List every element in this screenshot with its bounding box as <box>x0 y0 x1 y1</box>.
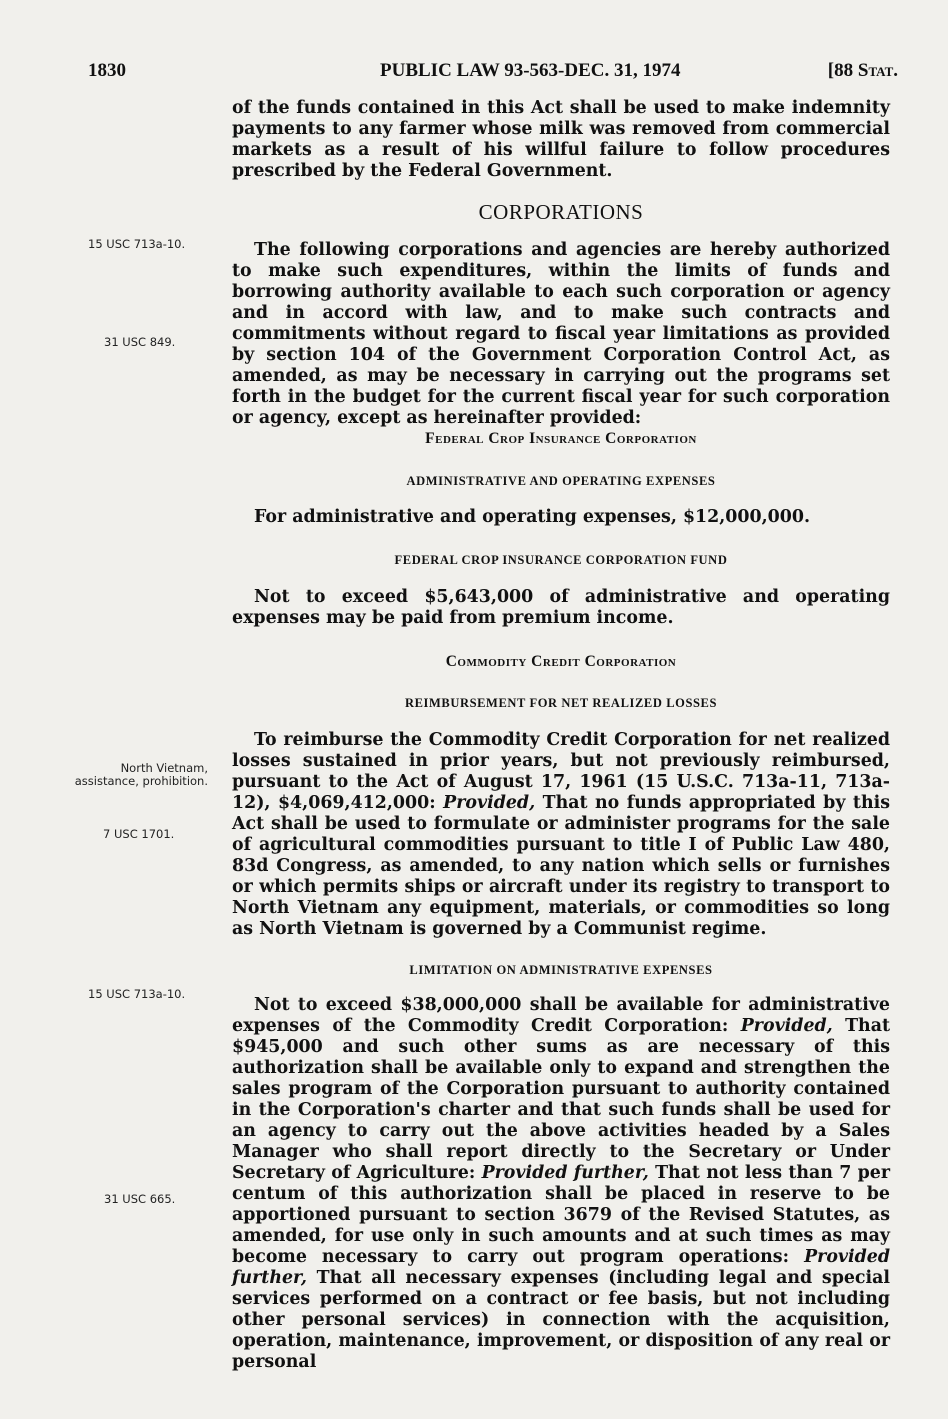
page-header <box>60 60 898 90</box>
reimbursement-text-1: To reimburse the Commodity Credit Corporation for net realized losses sustained in prior years, but not previously reimbursed, pursuant to the Act of August 17, 1961 (15 U.S.C. 713a-11, 713a-12), $4,069,412,000: <box>232 730 890 813</box>
margin-note: 15 USC 713a-10. <box>88 237 186 251</box>
fcic-fund-heading: FEDERAL CROP INSURANCE CORPORATION FUND <box>394 553 728 567</box>
margin-note: 15 USC 713a-10. <box>88 987 186 1001</box>
admin-expenses-paragraph: For administrative and operating expenses, $12,000,000. <box>254 507 811 527</box>
margin-note: North Vietnam, assistance, prohibition. <box>74 761 208 788</box>
statute-reference: [88 Stat. <box>827 60 898 81</box>
limitation-paragraph <box>232 995 890 1373</box>
margin-note: 31 USC 665. <box>104 1192 176 1206</box>
limitation-text-3: That not less than 7 per centum of this authorization shall be placed in reserve to be apportioned pursuant to section 3679 of the Revised Statutes, as amended, for use only in such amounts and at such times as may become necessary to carry out program operations: <box>232 1163 891 1267</box>
provided-further-italic: Provided further, <box>232 1247 891 1288</box>
reimbursement-heading: REIMBURSEMENT FOR NET REALIZED LOSSES <box>404 696 718 710</box>
corporations-paragraph: The following corporations and agencies are hereby authorized to make such expenditures, within the limits of funds and borrowing authority available to each such corporation or agency and in accord with law, and to make such contracts and commitments without regard to fiscal year limitations as provided by section 104 of the Government Corporation Control Act, as amended, as may be necessary in carrying out the programs set forth in the budget for the current fiscal year for such corporation or agency, except as hereinafter provided: <box>232 240 890 428</box>
limitation-text-1: Not to exceed $38,000,000 shall be available for administrative expenses of the Commodity Credit Corporation: <box>232 995 890 1036</box>
provided-further-italic: Provided further, <box>481 1163 649 1183</box>
page-number: 1830 <box>88 60 126 81</box>
fcic-heading: Federal Crop Insurance Corporation <box>425 430 697 447</box>
limitation-text-4: That all necessary expenses (including legal and special services performed on a contract or fee basis, but not including other personal services) in connection with the acquisition, operation, maintenance, improvement, or disposition of any real or personal <box>232 1268 890 1372</box>
intro-paragraph: of the funds contained in this Act shall be used to make indemnity payments to any farmer whose milk was removed from commercial markets as a result of his willful failure to follow procedures prescribed by the Federal Government. <box>232 98 890 181</box>
admin-expenses-heading: ADMINISTRATIVE AND OPERATING EXPENSES <box>406 474 716 488</box>
reimbursement-text-2: That no funds appropriated by this Act shall be used to formulate or administer programs for the sale of agricultural commodities pursuant to title I of Public Law 480, 83d Congress, as amended, to any nation which sells or furnishes or which permits ships or aircraft under its registry to transport to North Vietnam any equipment, materials, or commodities so long as North Vietnam is governed by a Communist regime. <box>232 793 890 939</box>
running-title: PUBLIC LAW 93-563-DEC. 31, 1974 <box>380 60 681 81</box>
margin-note: 7 USC 1701. <box>103 827 175 841</box>
limitation-text-2: That $945,000 and such other sums as are necessary of this authorization shall be available only to expand and strengthen the sales program of the Corporation pursuant to authority contained in the Corporation's charter and that such funds shall be used for an agency to carry out the above activities headed by a Sales Manager who shall report directly to the Secretary or Under Secretary of Agriculture: <box>232 1016 890 1183</box>
limitation-heading: LIMITATION ON ADMINISTRATIVE EXPENSES <box>409 963 713 977</box>
ccc-heading: Commodity Credit Corporation <box>445 653 677 670</box>
provided-italic: Provided, <box>740 1016 833 1036</box>
fcic-fund-paragraph: Not to exceed $5,643,000 of administrative and operating expenses may be paid from premium income. <box>232 587 890 628</box>
reimbursement-paragraph <box>232 730 890 940</box>
provided-italic: Provided, <box>443 793 536 813</box>
corporations-heading: CORPORATIONS <box>478 200 644 224</box>
margin-note: 31 USC 849. <box>104 335 176 349</box>
